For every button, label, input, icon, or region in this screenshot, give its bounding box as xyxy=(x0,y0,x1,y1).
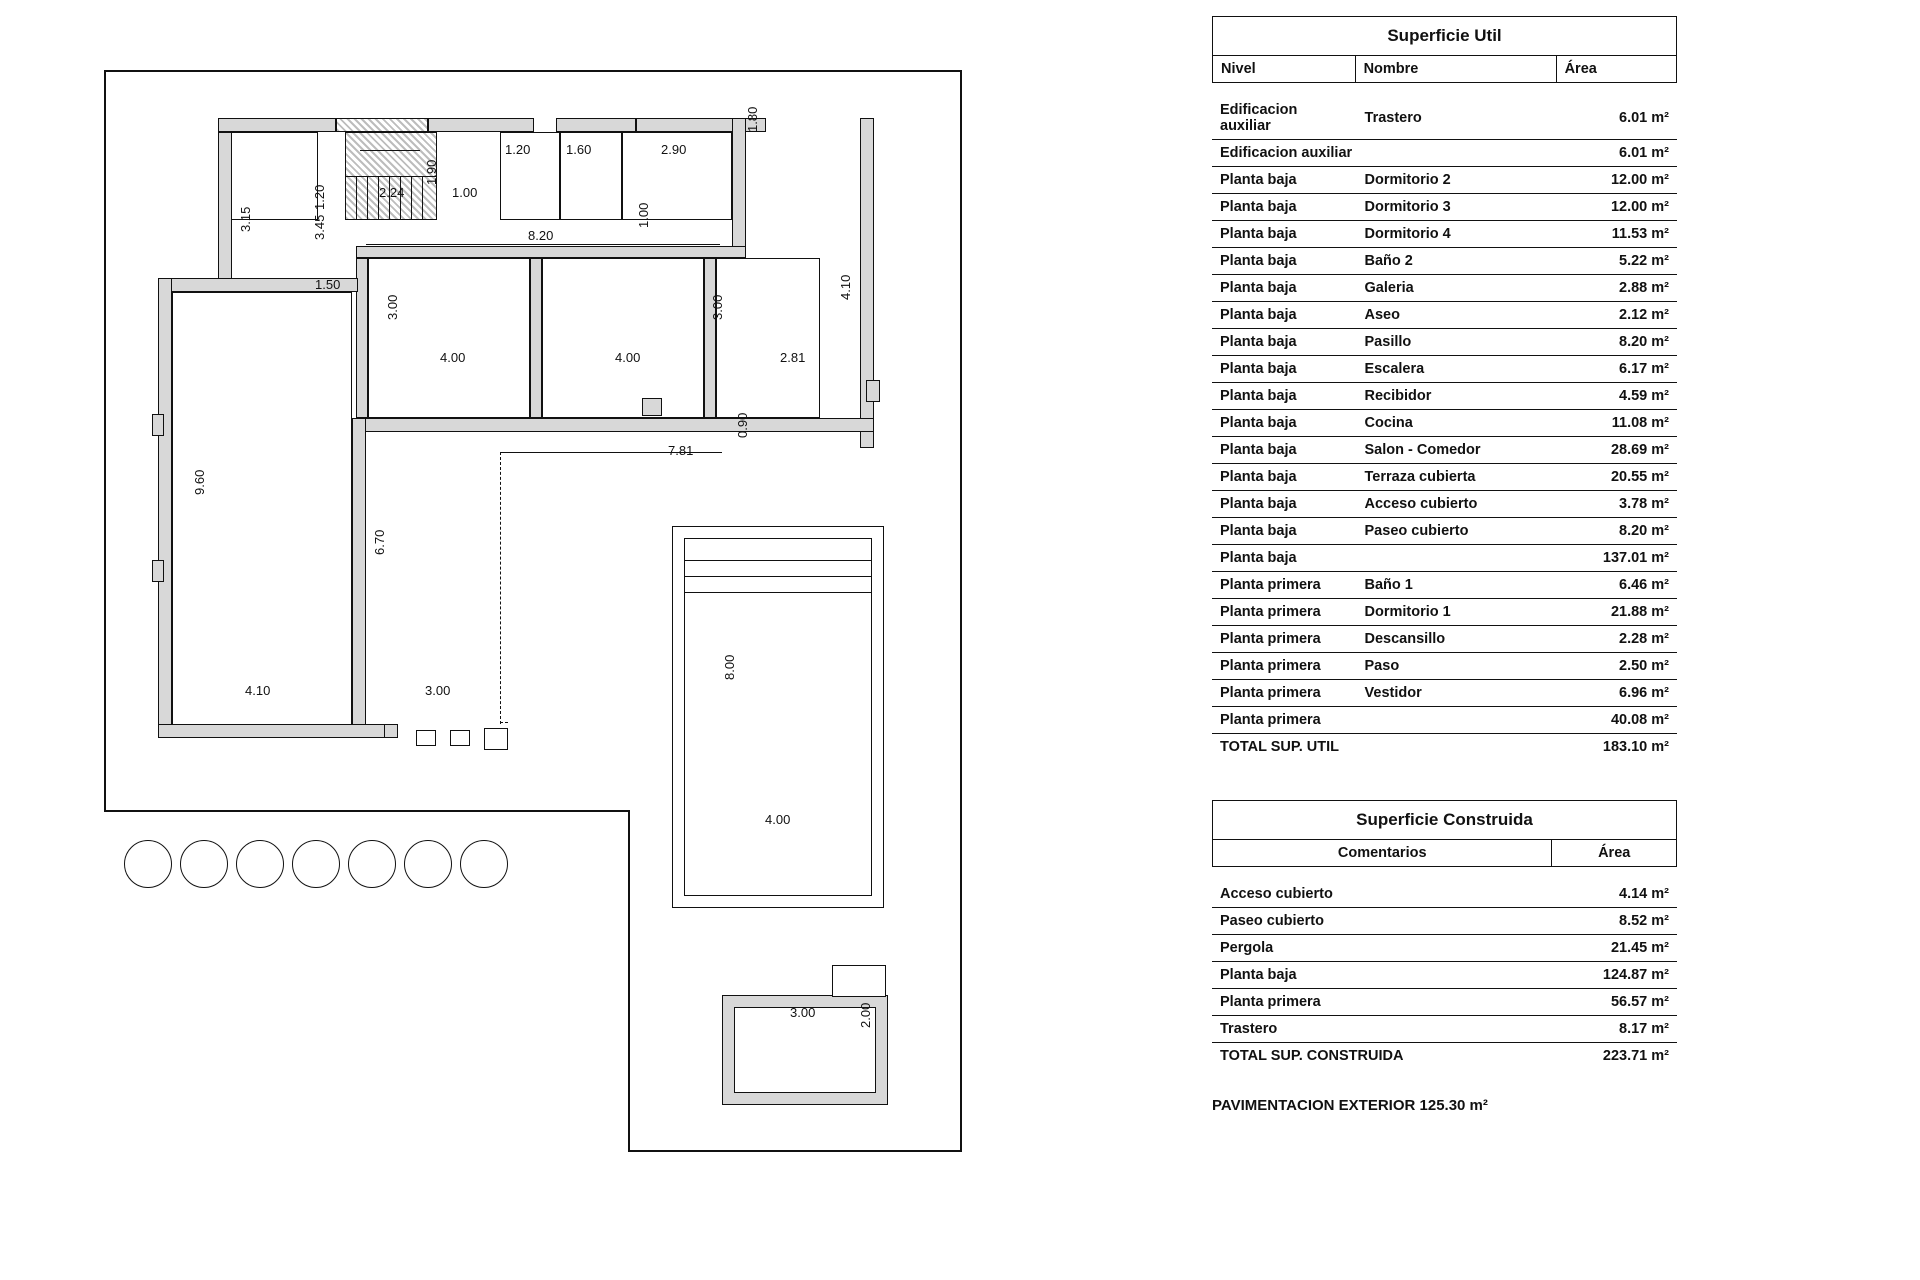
table-superficie-util xyxy=(1212,16,1677,83)
cell-nivel: Planta primera xyxy=(1212,572,1357,599)
cell-area: 6.01 m² xyxy=(1557,140,1677,167)
cell-nivel: Edificacion auxiliar xyxy=(1212,97,1357,140)
cell-area: 3.78 m² xyxy=(1557,491,1677,518)
tree-symbol-5 xyxy=(348,840,396,888)
wall-bedroom-mid xyxy=(530,258,542,418)
dim-label-9-60: 9.60 xyxy=(192,469,207,495)
stair-arrow xyxy=(360,150,420,151)
cell-nivel: Planta primera xyxy=(1212,599,1357,626)
cell-nivel: Planta baja xyxy=(1212,275,1357,302)
cell-nombre: Terraza cubierta xyxy=(1357,464,1558,491)
cell-nombre: Descansillo xyxy=(1357,626,1558,653)
cell-area: 4.14 m² xyxy=(1553,881,1677,908)
cell-nombre: Baño 1 xyxy=(1357,572,1558,599)
table-row xyxy=(1212,194,1677,221)
header-area: Área xyxy=(1556,56,1676,83)
cell-area: 137.01 m² xyxy=(1557,545,1677,572)
area-schedule-panel xyxy=(1212,0,1920,1280)
dim-label-7-81: 7.81 xyxy=(668,443,694,458)
pergola-outline-left xyxy=(500,452,501,724)
table-row xyxy=(1212,518,1677,545)
cell-total-label: TOTAL SUP. UTIL xyxy=(1220,739,1339,755)
table-row xyxy=(1212,680,1677,707)
table-row xyxy=(1212,626,1677,653)
cell-total-area: 183.10 m² xyxy=(1602,739,1669,755)
cell-nivel: Planta primera xyxy=(1212,626,1357,653)
dim-label-3-00d: 3.00 xyxy=(790,1005,816,1020)
plot-boundary-bottom xyxy=(628,1150,962,1152)
trastero-annex xyxy=(832,965,886,997)
cell-area: 2.12 m² xyxy=(1557,302,1677,329)
cell-area: 6.46 m² xyxy=(1557,572,1677,599)
cell-area: 8.20 m² xyxy=(1557,329,1677,356)
stair-tread-8 xyxy=(422,176,423,220)
cell-nombre: Pasillo xyxy=(1357,329,1558,356)
cell-nivel: Edificacion auxiliar xyxy=(1212,140,1557,167)
cell-area: 2.28 m² xyxy=(1557,626,1677,653)
cell-nivel: Planta baja xyxy=(1212,167,1357,194)
dim-label-4-10a: 4.10 xyxy=(838,274,853,300)
cell-nombre: Trastero xyxy=(1357,97,1558,140)
header-comentarios: Comentarios xyxy=(1213,840,1552,867)
cell-area: 11.08 m² xyxy=(1557,410,1677,437)
cell-nivel: Planta baja xyxy=(1212,194,1357,221)
header-nombre: Nombre xyxy=(1355,56,1556,83)
cell-nombre: Escalera xyxy=(1357,356,1558,383)
cell-nombre: Recibidor xyxy=(1357,383,1558,410)
dim-label-3-15: 3.15 xyxy=(238,206,253,232)
dim-label-4-00c: 4.00 xyxy=(765,812,791,827)
dim-label-8-20: 8.20 xyxy=(528,228,554,243)
pergola-outline-bottom xyxy=(500,722,508,723)
table-row xyxy=(1212,383,1677,410)
dim-label-6-70: 6.70 xyxy=(372,529,387,555)
plot-boundary-step-v xyxy=(628,810,630,1152)
table-row xyxy=(1212,356,1677,383)
cell-nombre: Aseo xyxy=(1357,302,1558,329)
table-row xyxy=(1212,989,1677,1016)
cell-nivel: Planta baja xyxy=(1212,437,1357,464)
room-dormitorio-3 xyxy=(542,258,704,418)
stair-block xyxy=(336,118,428,132)
table-construida-title: Superficie Construida xyxy=(1213,801,1677,840)
plot-boundary-right xyxy=(960,70,962,1152)
plot-boundary-left xyxy=(104,70,106,812)
cell-area: 2.50 m² xyxy=(1557,653,1677,680)
plot-boundary-top xyxy=(104,70,962,72)
pool-step-line-3 xyxy=(684,592,872,593)
dim-label-1-20b: 1.20 xyxy=(505,142,531,157)
wall-bedrooms-bottom xyxy=(356,418,874,432)
cell-nombre: Paso xyxy=(1357,653,1558,680)
tree-symbol-7 xyxy=(460,840,508,888)
cell-area: 21.88 m² xyxy=(1557,599,1677,626)
table-row xyxy=(1212,935,1677,962)
dim-label-0-90: 0.90 xyxy=(735,412,750,438)
wall-top-strip-3 xyxy=(556,118,636,132)
wall-notch-right-1 xyxy=(866,380,880,402)
table-util-header-row xyxy=(1213,56,1677,83)
cell-nombre: Planta primera xyxy=(1212,989,1553,1016)
cell-total-area: 223.71 m² xyxy=(1602,1048,1669,1064)
table-row xyxy=(1212,437,1677,464)
header-area-construida: Área xyxy=(1552,840,1677,867)
pool-step-line-1 xyxy=(684,560,872,561)
stair-tread-3 xyxy=(367,176,368,220)
cell-nivel: Planta baja xyxy=(1212,545,1557,572)
stair-tread-2 xyxy=(356,176,357,220)
dim-label-3-45: 3.45 xyxy=(312,214,327,240)
wall-top-strip-2 xyxy=(428,118,534,132)
cell-area: 8.20 m² xyxy=(1557,518,1677,545)
table-row xyxy=(1212,464,1677,491)
cell-nombre: Acceso cubierto xyxy=(1212,881,1553,908)
stair-tread-7 xyxy=(411,176,412,220)
cell-nivel: Planta primera xyxy=(1212,707,1557,734)
cell-nivel: Planta baja xyxy=(1212,518,1357,545)
cell-nombre: Pergola xyxy=(1212,935,1553,962)
dim-label-4-10b: 4.10 xyxy=(245,683,271,698)
cell-nombre: Cocina xyxy=(1357,410,1558,437)
dim-label-2-90: 2.90 xyxy=(661,142,687,157)
cell-area: 8.17 m² xyxy=(1553,1016,1677,1043)
cell-nivel: Planta baja xyxy=(1212,248,1357,275)
cell-nivel: Planta baja xyxy=(1212,356,1357,383)
dim-line-820 xyxy=(366,244,720,245)
table-row xyxy=(1212,302,1677,329)
table-row xyxy=(1212,410,1677,437)
cell-nivel: Planta baja xyxy=(1212,383,1357,410)
cell-nombre: Trastero xyxy=(1212,1016,1553,1043)
dim-label-1-60: 1.60 xyxy=(566,142,592,157)
table-row xyxy=(1212,908,1677,935)
cell-nombre: Paseo cubierto xyxy=(1357,518,1558,545)
table-row xyxy=(1212,962,1677,989)
dim-label-1-50: 1.50 xyxy=(315,277,341,292)
wall-salon-right xyxy=(352,418,366,738)
tree-symbol-2 xyxy=(180,840,228,888)
plot-boundary-step-h xyxy=(104,810,630,812)
table-row xyxy=(1212,653,1677,680)
cell-nombre: Dormitorio 1 xyxy=(1357,599,1558,626)
table-row xyxy=(1212,881,1677,908)
tree-symbol-1 xyxy=(124,840,172,888)
dim-label-3-00b: 3.00 xyxy=(710,294,725,320)
tree-symbol-3 xyxy=(236,840,284,888)
cell-nivel: Planta baja xyxy=(1212,491,1357,518)
dim-label-2-81: 2.81 xyxy=(780,350,806,365)
dim-label-1-20a: 1.20 xyxy=(312,184,327,210)
dim-label-2-00: 2.00 xyxy=(858,1002,873,1028)
cell-nombre: Dormitorio 4 xyxy=(1357,221,1558,248)
cell-area: 4.59 m² xyxy=(1557,383,1677,410)
room-trastero-upper xyxy=(218,132,318,220)
terrace-post-3 xyxy=(484,728,508,750)
cell-area: 8.52 m² xyxy=(1553,908,1677,935)
dim-label-1-00: 1.00 xyxy=(452,185,478,200)
table-superficie-construida-body xyxy=(1212,881,1677,1069)
wall-hall-bottom xyxy=(356,246,746,258)
dim-label-4-00a: 4.00 xyxy=(440,350,466,365)
cell-area: 6.96 m² xyxy=(1557,680,1677,707)
table-construida-title-row xyxy=(1213,801,1677,840)
table-util-title: Superficie Util xyxy=(1213,17,1677,56)
cell-nombre: Baño 2 xyxy=(1357,248,1558,275)
wall-top-strip xyxy=(218,118,336,132)
room-salon-comedor xyxy=(172,292,352,738)
table-row-subtotal xyxy=(1212,140,1677,167)
table-row xyxy=(1212,1016,1677,1043)
table-row xyxy=(1212,221,1677,248)
dim-label-1-90: 1.90 xyxy=(424,159,439,185)
tree-symbol-6 xyxy=(404,840,452,888)
cell-area: 6.17 m² xyxy=(1557,356,1677,383)
wall-notch-left-2 xyxy=(152,560,164,582)
cell-nivel: Planta baja xyxy=(1212,410,1357,437)
cell-nombre: Dormitorio 3 xyxy=(1357,194,1558,221)
wall-cocina-right xyxy=(384,724,398,738)
cell-nombre: Paseo cubierto xyxy=(1212,908,1553,935)
cell-nombre: Acceso cubierto xyxy=(1357,491,1558,518)
cell-area: 40.08 m² xyxy=(1557,707,1677,734)
table-row xyxy=(1212,248,1677,275)
table-row-subtotal xyxy=(1212,707,1677,734)
cell-total-label: TOTAL SUP. CONSTRUIDA xyxy=(1220,1048,1404,1064)
cell-nombre: Dormitorio 2 xyxy=(1357,167,1558,194)
dim-label-8-00: 8.00 xyxy=(722,654,737,680)
cell-area: 12.00 m² xyxy=(1557,167,1677,194)
cell-area: 2.88 m² xyxy=(1557,275,1677,302)
cell-area: 11.53 m² xyxy=(1557,221,1677,248)
dim-label-3-00c: 3.00 xyxy=(425,683,451,698)
wall-notch-mid xyxy=(642,398,662,416)
dim-label-1-80: 1.80 xyxy=(745,106,760,132)
wall-bedroom-right xyxy=(704,258,716,418)
table-row xyxy=(1212,329,1677,356)
cell-area: 56.57 m² xyxy=(1553,989,1677,1016)
cell-nivel: Planta primera xyxy=(1212,653,1357,680)
cell-area: 5.22 m² xyxy=(1557,248,1677,275)
table-row-total xyxy=(1212,734,1677,761)
cell-nivel: Planta baja xyxy=(1212,221,1357,248)
cell-area: 124.87 m² xyxy=(1553,962,1677,989)
cell-area: 20.55 m² xyxy=(1557,464,1677,491)
dim-label-2-24: 2.24 xyxy=(379,185,405,200)
table-row xyxy=(1212,572,1677,599)
cell-nombre: Planta baja xyxy=(1212,962,1553,989)
dim-label-3-00a: 3.00 xyxy=(385,294,400,320)
table-row xyxy=(1212,167,1677,194)
cell-nombre: Vestidor xyxy=(1357,680,1558,707)
wall-salon-left xyxy=(158,278,172,738)
table-row xyxy=(1212,97,1677,140)
terrace-post-1 xyxy=(416,730,436,746)
room-dormitorio-4 xyxy=(716,258,820,418)
terrace-post-2 xyxy=(450,730,470,746)
table-row-total xyxy=(1212,1043,1677,1070)
pool-step-line-2 xyxy=(684,576,872,577)
room-dormitorio-2 xyxy=(368,258,530,418)
dim-label-4-00b: 4.00 xyxy=(615,350,641,365)
table-row xyxy=(1212,491,1677,518)
table-superficie-construida xyxy=(1212,800,1677,867)
cell-area: 21.45 m² xyxy=(1553,935,1677,962)
cell-area: 6.01 m² xyxy=(1557,97,1677,140)
dim-label-1-00b: 1.00 xyxy=(636,202,651,228)
cell-nivel: Planta baja xyxy=(1212,302,1357,329)
tree-symbol-4 xyxy=(292,840,340,888)
table-row-subtotal xyxy=(1212,545,1677,572)
cell-area: 28.69 m² xyxy=(1557,437,1677,464)
cell-nivel: Planta primera xyxy=(1212,680,1357,707)
table-row xyxy=(1212,275,1677,302)
cell-nombre: Galeria xyxy=(1357,275,1558,302)
wall-notch-left-1 xyxy=(152,414,164,436)
cell-nivel: Planta baja xyxy=(1212,464,1357,491)
table-util-title-row xyxy=(1213,17,1677,56)
cell-area: 12.00 m² xyxy=(1557,194,1677,221)
table-construida-header-row xyxy=(1213,840,1677,867)
wall-salon-bottom xyxy=(158,724,398,738)
header-nivel: Nivel xyxy=(1213,56,1356,83)
table-superficie-util-body xyxy=(1212,97,1677,760)
cell-nivel: Planta baja xyxy=(1212,329,1357,356)
wall-left-upper xyxy=(218,132,232,292)
cell-nombre: Salon - Comedor xyxy=(1357,437,1558,464)
pavimentacion-exterior-note: PAVIMENTACION EXTERIOR 125.30 m² xyxy=(1212,1097,1488,1114)
table-row xyxy=(1212,599,1677,626)
